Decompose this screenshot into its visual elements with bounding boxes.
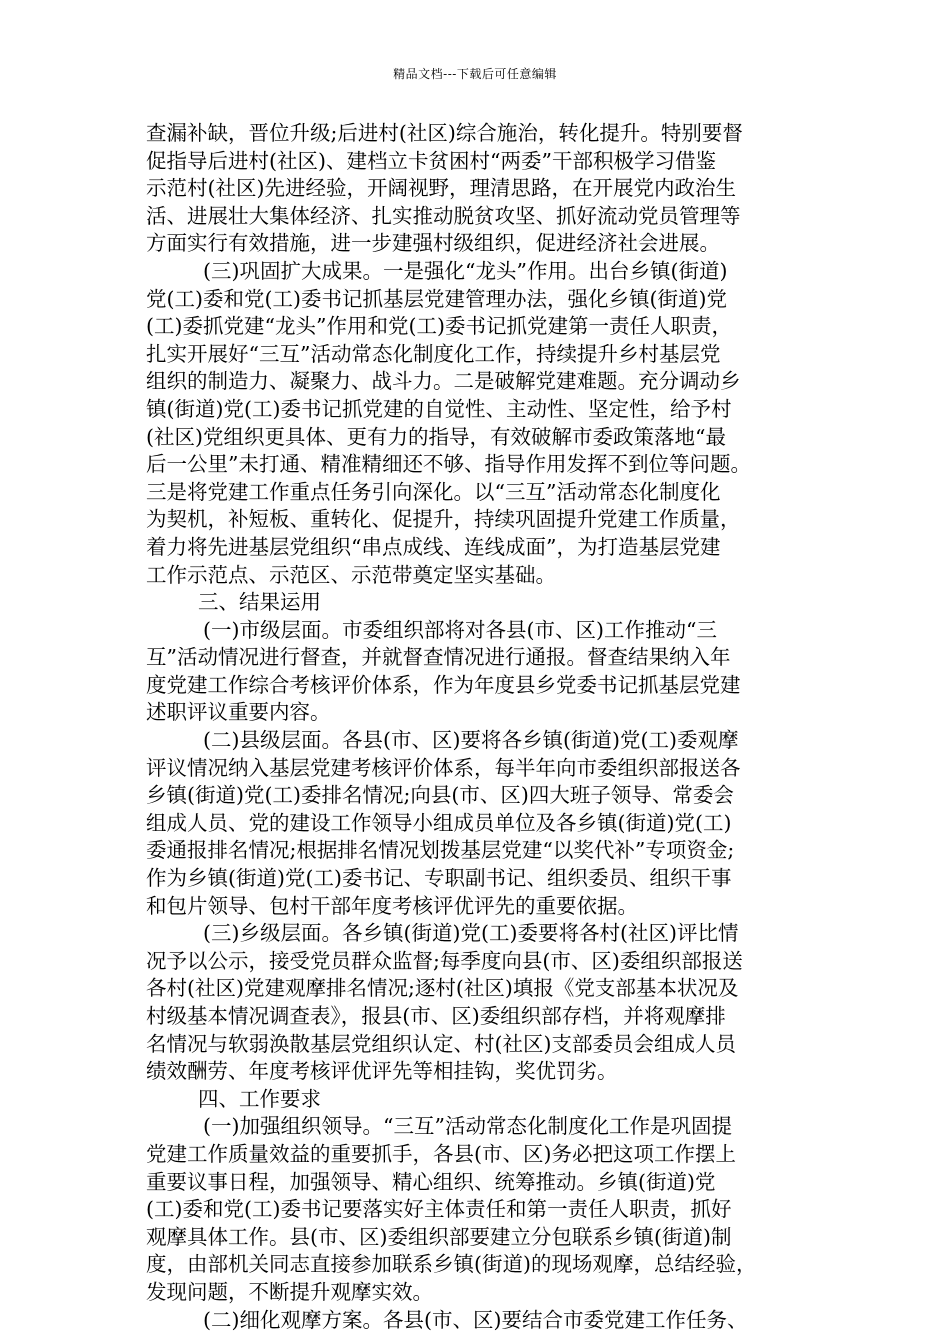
text-line: (社区)党组织更具体、更有力的指导，有效破解市委政策落地“最 bbox=[146, 424, 726, 449]
text-line: (工)委抓党建“龙头”作用和党(工)委书记抓党建第一责任人职责， bbox=[146, 314, 732, 339]
text-line: 评议情况纳入基层党建考核评价体系，每半年向市委组织部报送各 bbox=[146, 755, 741, 780]
text-line: (三)巩固扩大成果。一是强化“龙头”作用。出台乡镇(街道) bbox=[203, 258, 728, 283]
text-line: 度，由部机关同志直接参加联系乡镇(街道)的现场观摩，总结经验， bbox=[146, 1252, 757, 1277]
text-line: 作为乡镇(街道)党(工)委书记、专职副书记、组织委员、组织干事 bbox=[146, 866, 732, 891]
text-line: 着力将先进基层党组织“串点成线、连线成面”，为打造基层党建 bbox=[146, 534, 721, 559]
text-line: (二)县级层面。各县(市、区)要将各乡镇(街道)党(工)委观摩 bbox=[203, 728, 739, 753]
text-line: 查漏补缺，晋位升级;后进村(社区)综合施治，转化提升。特别要督 bbox=[146, 121, 743, 145]
page-header: 精品文档---下载后可任意编辑 bbox=[393, 67, 557, 81]
document-body bbox=[146, 120, 830, 1334]
text-line: 后一公里”未打通、精准精细还不够、指导作用发挥不到位等问题。 bbox=[146, 452, 751, 477]
text-line: (二)细化观摩方案。各县(市、区)要结合市委党建工作任务、 bbox=[203, 1307, 748, 1332]
text-line: 三是将党建工作重点任务引向深化。以“三互”活动常态化制度化 bbox=[146, 479, 721, 504]
text-line: 和包片领导、包村干部年度考核评优评先的重要依据。 bbox=[146, 893, 638, 918]
text-line: 组织的制造力、凝聚力、战斗力。二是破解党建难题。充分调动乡 bbox=[146, 369, 741, 394]
text-line: 互”活动情况进行督查，并就督查情况进行通报。督查结果纳入年 bbox=[146, 645, 731, 670]
text-line: 党建工作质量效益的重要抓手，各县(市、区)务必把这项工作摆上 bbox=[146, 1141, 736, 1166]
text-line: 四、工作要求 bbox=[198, 1086, 321, 1111]
text-line: 重要议事日程，加强领导、精心组织、统筹推动。乡镇(街道)党 bbox=[146, 1169, 716, 1194]
text-line: 述职评议重要内容。 bbox=[146, 700, 331, 725]
text-line: 名情况与软弱涣散基层党组织认定、村(社区)支部委员会组成人员 bbox=[146, 1031, 736, 1056]
text-line: 为契机，补短板、重转化、促提升，持续巩固提升党建工作质量， bbox=[146, 507, 741, 532]
text-line: 活、进展壮大集体经济、扎实推动脱贫攻坚、抓好流动党员管理等 bbox=[146, 203, 741, 228]
text-line: 村级基本情况调查表》，报县(市、区)委组织部存档，并将观摩排 bbox=[146, 1004, 726, 1028]
text-line: 度党建工作综合考核评价体系，作为年度县乡党委书记抓基层党建 bbox=[146, 672, 741, 697]
text-line: 三、结果运用 bbox=[198, 590, 321, 615]
text-line: 发现问题，不断提升观摩实效。 bbox=[146, 1279, 433, 1304]
text-line: 绩效酬劳、年度考核评优评先等相挂钩，奖优罚劣。 bbox=[146, 1059, 618, 1084]
text-line: (工)委和党(工)委书记要落实好主体责任和第一责任人职责，抓好 bbox=[146, 1197, 732, 1222]
text-line: 委通报排名情况;根据排名情况划拨基层党建“以奖代补”专项资金; bbox=[146, 838, 735, 863]
text-line: 观摩具体工作。县(市、区)委组织部要建立分包联系乡镇(街道)制 bbox=[146, 1224, 732, 1249]
text-line: 扎实开展好“三互”活动常态化制度化工作，持续提升乡村基层党 bbox=[146, 341, 721, 366]
text-line: 镇(街道)党(工)委书记抓党建的自觉性、主动性、坚定性，给予村 bbox=[146, 396, 732, 421]
text-line: 组成人员、党的建设工作领导小组成员单位及各乡镇(街道)党(工) bbox=[146, 810, 732, 835]
text-line: 况予以公示，接受党员群众监督;每季度向县(市、区)委组织部报送 bbox=[146, 948, 743, 973]
text-line: 乡镇(街道)党(工)委排名情况;向县(市、区)四大班子领导、常委会 bbox=[146, 783, 734, 808]
text-line: 工作示范点、示范区、示范带奠定坚实基础。 bbox=[146, 562, 556, 587]
text-line: 示范村(社区)先进经验，开阔视野，理清思路，在开展党内政治生 bbox=[146, 176, 736, 201]
text-line: 促指导后进村(社区)、建档立卡贫困村“两委”干部积极学习借鉴 bbox=[146, 148, 716, 173]
text-line: 方面实行有效措施，进一步建强村级组织，促进经济社会进展。 bbox=[146, 231, 720, 256]
text-line: 各村(社区)党建观摩排名情况;逐村(社区)填报《党支部基本状况及 bbox=[146, 976, 739, 1001]
text-line: 党(工)委和党(工)委书记抓基层党建管理办法，强化乡镇(街道)党 bbox=[146, 286, 727, 311]
text-line: (一)市级层面。市委组织部将对各县(市、区)工作推动“三 bbox=[203, 617, 717, 642]
text-line: (一)加强组织领导。“三互”活动常态化制度化工作是巩固提 bbox=[203, 1114, 732, 1139]
text-line: (三)乡级层面。各乡镇(街道)党(工)委要将各村(社区)评比情 bbox=[203, 921, 739, 946]
